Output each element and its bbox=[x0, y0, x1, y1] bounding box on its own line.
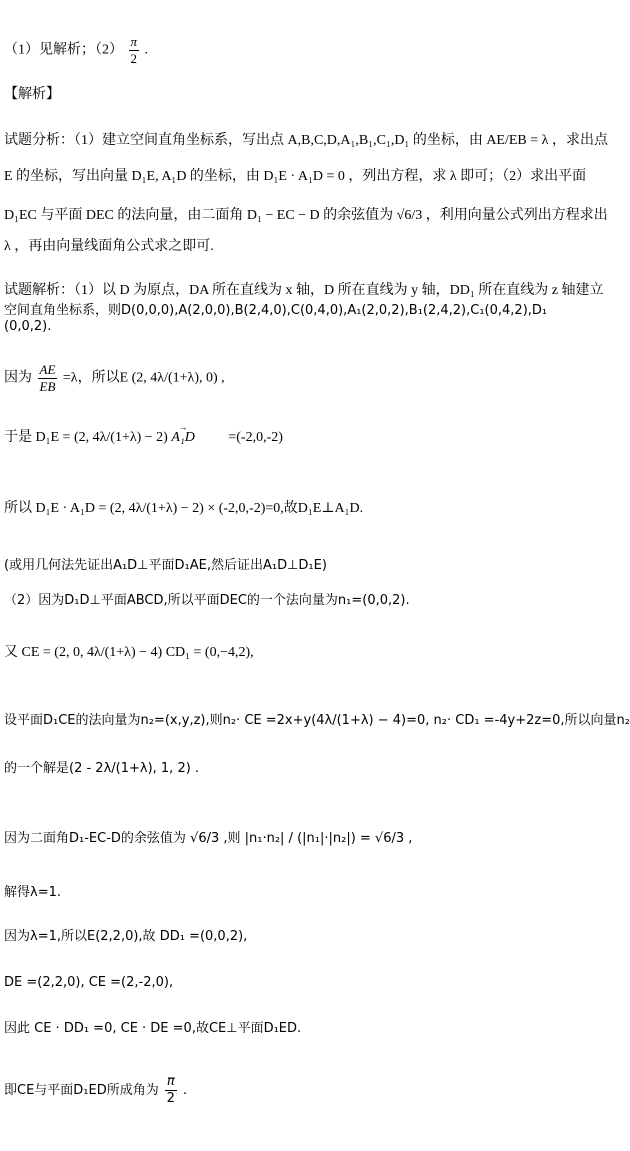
analysis-text-1: （1）建立空间直角坐标系，写出点 A,B,C,D,A₁,B₁,C₁,D₁ 的坐标，由 AE/EB = λ ，求出点 bbox=[74, 133, 608, 148]
point-e-value: (2, 4λ/(1+λ), 0) bbox=[131, 370, 218, 386]
normal-vector-line: 设平面D₁CE的法向量为n₂=(x,y,z),则n₂· CE =2x+y(4λ/(1+λ) − 4)=0, n₂· CD₁ =-4y+2z=0,所以向量n₂ bbox=[4, 713, 630, 728]
analysis-line-1 bbox=[4, 130, 608, 152]
analysis-line-4: λ ，再由向量线面角公式求之即可. bbox=[4, 239, 214, 254]
answer-fraction: $\frac{\pi}{2}$ bbox=[130, 34, 138, 66]
vector-a1d-value: =(-2,0,-2) bbox=[228, 430, 283, 445]
solution-line-2: 空间直角坐标系，则D(0,0,0),A(2,0,0),B(2,4,0),C(0,4,0),A₁(2,0,2),B₁(2,4,2),C₁(0,4,2),D₁ bbox=[4, 303, 548, 318]
dot-product-value: D₁E · A₁D = (2, 4λ/(1+λ) − 2) × (-2,0,-2)=0,故D₁E⊥A₁D. bbox=[35, 501, 364, 516]
geometry-note: (或用几何法先证出A₁D⊥平面D₁AE,然后证出A₁D⊥D₁E) bbox=[4, 558, 327, 573]
vector-ce-value: CE = (2, 0, 4λ/(1+λ) − 4) CD₁ = (0,−4,2), bbox=[21, 645, 254, 660]
lambda-one-line: 因为λ=1,所以E(2,2,0),故 DD₁ =(0,0,2), bbox=[4, 929, 248, 944]
answer-text: （1）见解析；（2） bbox=[4, 42, 123, 58]
perpendicular-line: 因此 CE · DD₁ =0, CE · DE =0,故CE⊥平面D₁ED. bbox=[4, 1021, 302, 1036]
de-ce-line: DE =(2,2,0), CE =(2,-2,0), bbox=[4, 975, 174, 990]
final-line: 即CE与平面D₁ED所成角为 $\frac{\pi}{2}$ . bbox=[4, 1074, 187, 1106]
dot-product-line: 所以 D₁E · A₁D = (2, 4λ/(1+λ) − 2) × (-2,0,-2)=0,故D₁E⊥A₁D. bbox=[4, 501, 364, 516]
section-title: 【解析】 bbox=[4, 87, 60, 102]
analysis-line-2: E 的坐标，写出向量 D₁E, A₁D 的坐标，由 D₁E · A₁D = 0 ，列出方程，求 λ 即可；（2）求出平面 bbox=[4, 169, 587, 184]
point-e-line: 因为 $\frac{AE}{EB}$ =λ，所以E (2, 4λ/(1+λ), 0) , bbox=[4, 362, 225, 394]
vector-d1e: D₁E = (2, 4λ/(1+λ) − 2) bbox=[35, 430, 168, 445]
lambda-line: 解得λ=1. bbox=[4, 885, 61, 900]
solution-line-3: (0,0,2). bbox=[4, 319, 52, 334]
solution-line-1: 试题解析：（1）以 D 为原点，DA 所在直线为 x 轴，D 所在直线为 y 轴，DD₁ 所在直线为 z 轴建立 bbox=[4, 283, 604, 298]
ae-eb-fraction: $\frac{AE}{EB}$ bbox=[39, 362, 56, 394]
cosine-line: 因为二面角D₁-EC-D的余弦值为 √6/3 ,则 |n₁·n₂| / (|n₁|·|n₂|) = √6/3 , bbox=[4, 831, 413, 846]
normal-solution-line: 的一个解是(2 - 2λ/(1+λ), 1, 2) . bbox=[4, 761, 200, 776]
vector-ce-line: 又 CE = (2, 0, 4λ/(1+λ) − 4) CD₁ = (0,−4,2), bbox=[4, 645, 254, 660]
analysis-line-3: D₁EC 与平面 DEC 的法向量，由二面角 D₁ − EC − D 的余弦值为 √6/3 ，利用向量公式列出方程求出 bbox=[4, 208, 608, 223]
final-fraction: $\frac{\pi}{2}$ bbox=[166, 1074, 175, 1106]
vector-a1d: → A₁D bbox=[171, 427, 195, 449]
vector-d1e-line: 于是 D₁E = (2, 4λ/(1+λ) − 2) → A₁D =(-2,0,-2) bbox=[4, 427, 283, 449]
answer-line: （1）见解析；（2） $\frac{\pi}{2}$ . bbox=[4, 34, 149, 66]
part2-line: （2）因为D₁D⊥平面ABCD,所以平面DEC的一个法向量为n₁=(0,0,2). bbox=[4, 593, 410, 608]
analysis-label: 试题分析： bbox=[4, 133, 74, 148]
